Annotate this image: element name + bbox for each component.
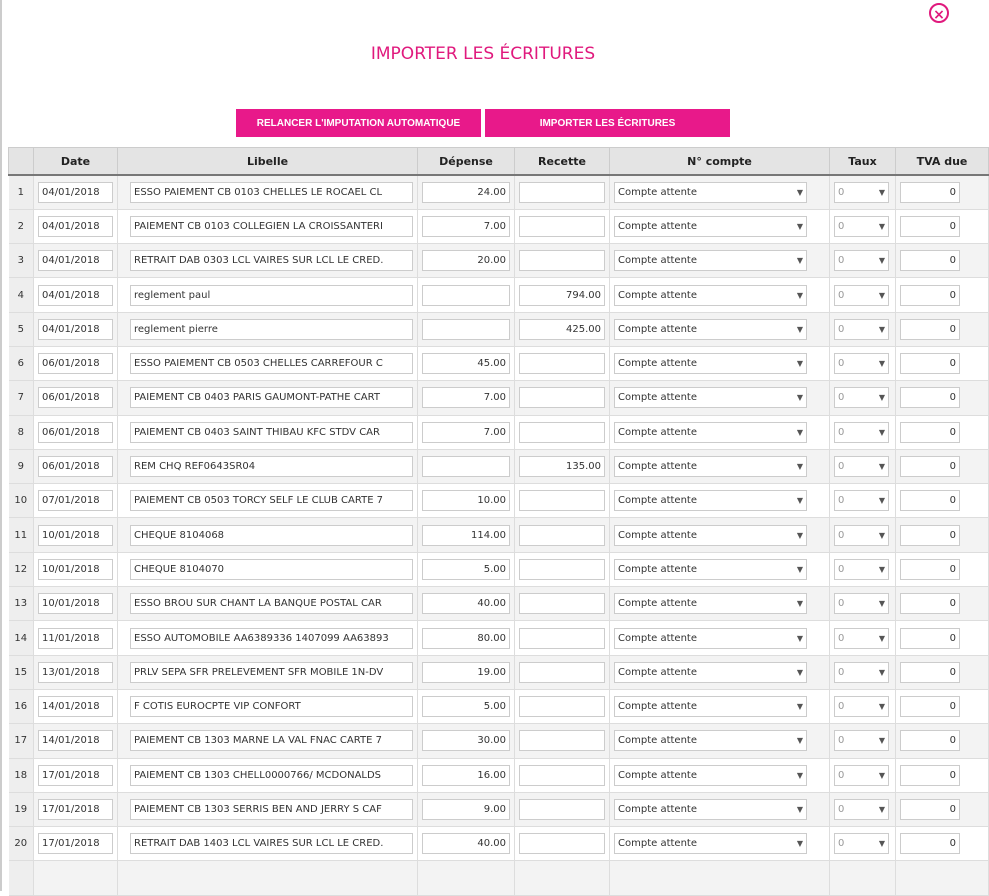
date-input[interactable]: 17/01/2018 xyxy=(38,833,113,854)
taux-select[interactable] xyxy=(834,285,889,306)
depense-input[interactable]: 10.00 xyxy=(422,490,510,511)
header-col-recette: Recette xyxy=(515,148,610,176)
recette-input[interactable]: 425.00 xyxy=(519,319,605,340)
cell xyxy=(830,861,896,895)
taux-value: 0 xyxy=(838,495,845,507)
chevron-down-icon: ▼ xyxy=(878,770,885,780)
date-input[interactable]: 13/01/2018 xyxy=(38,662,113,683)
chevron-down-icon: ▼ xyxy=(878,736,885,746)
taux-select[interactable] xyxy=(834,833,889,854)
compte-select[interactable] xyxy=(614,456,807,477)
depense-input[interactable]: 40.00 xyxy=(422,593,510,614)
row-number: 8 xyxy=(9,415,34,449)
taux-select[interactable] xyxy=(834,525,889,546)
taux-select[interactable] xyxy=(834,628,889,649)
table-row xyxy=(9,449,989,483)
compte-value: Compte attente xyxy=(618,495,697,507)
libelle-input[interactable]: PAIEMENT CB 0403 SAINT THIBAU KFC STDV CAR xyxy=(130,422,413,443)
dialog-border xyxy=(0,0,2,891)
header-col-index xyxy=(9,148,34,176)
libelle-input[interactable]: PAIEMENT CB 1303 CHELL0000766/ MCDONALDS xyxy=(130,765,413,786)
row-number: 18 xyxy=(9,758,34,792)
cell xyxy=(896,861,989,895)
chevron-down-icon: ▼ xyxy=(878,496,885,506)
compte-select[interactable] xyxy=(614,833,807,854)
table-row xyxy=(9,758,989,792)
entries-table xyxy=(8,147,989,896)
depense-input[interactable]: 114.00 xyxy=(422,525,510,546)
chevron-down-icon: ▼ xyxy=(878,187,885,197)
compte-value: Compte attente xyxy=(618,735,697,747)
taux-select[interactable] xyxy=(834,593,889,614)
taux-value: 0 xyxy=(838,598,845,610)
compte-value: Compte attente xyxy=(618,701,697,713)
compte-select[interactable] xyxy=(614,799,807,820)
chevron-down-icon: ▼ xyxy=(878,530,885,540)
chevron-down-icon: ▼ xyxy=(796,359,803,369)
compte-select[interactable] xyxy=(614,353,807,374)
dialog-title: IMPORTER LES ÉCRITURES xyxy=(370,44,596,64)
recette-input[interactable]: 794.00 xyxy=(519,285,605,306)
compte-value: Compte attente xyxy=(618,769,697,781)
tva-due-input[interactable]: 0 xyxy=(900,525,960,546)
chevron-down-icon: ▼ xyxy=(796,770,803,780)
chevron-down-icon: ▼ xyxy=(878,290,885,300)
date-input[interactable]: 17/01/2018 xyxy=(38,799,113,820)
table-row xyxy=(9,175,989,209)
table-row xyxy=(9,792,989,826)
taux-select[interactable] xyxy=(834,387,889,408)
compte-value: Compte attente xyxy=(618,186,697,198)
compte-value: Compte attente xyxy=(618,598,697,610)
table-row xyxy=(9,244,989,278)
taux-select[interactable] xyxy=(834,559,889,580)
chevron-down-icon: ▼ xyxy=(796,702,803,712)
depense-input[interactable]: 9.00 xyxy=(422,799,510,820)
depense-input[interactable]: 16.00 xyxy=(422,765,510,786)
taux-select[interactable] xyxy=(834,662,889,683)
table-row xyxy=(9,689,989,723)
chevron-down-icon: ▼ xyxy=(796,393,803,403)
tva-due-input[interactable]: 0 xyxy=(900,559,960,580)
chevron-down-icon: ▼ xyxy=(878,599,885,609)
cell xyxy=(418,861,515,895)
taux-select[interactable] xyxy=(834,799,889,820)
recette-input[interactable] xyxy=(519,387,605,408)
libelle-input[interactable]: CHEQUE 8104070 xyxy=(130,559,413,580)
recette-input[interactable] xyxy=(519,559,605,580)
depense-input[interactable]: 5.00 xyxy=(422,559,510,580)
compte-select[interactable] xyxy=(614,593,807,614)
taux-value: 0 xyxy=(838,666,845,678)
date-input[interactable]: 04/01/2018 xyxy=(38,285,113,306)
chevron-down-icon: ▼ xyxy=(796,839,803,849)
compte-value: Compte attente xyxy=(618,803,697,815)
recette-input[interactable] xyxy=(519,765,605,786)
depense-input[interactable]: 19.00 xyxy=(422,662,510,683)
table-row xyxy=(9,552,989,586)
close-icon[interactable]: × xyxy=(929,3,949,23)
date-input[interactable]: 06/01/2018 xyxy=(38,387,113,408)
taux-value: 0 xyxy=(838,632,845,644)
table-row xyxy=(9,278,989,312)
chevron-down-icon: ▼ xyxy=(796,324,803,334)
recette-input[interactable] xyxy=(519,422,605,443)
depense-input[interactable]: 7.00 xyxy=(422,422,510,443)
recette-input[interactable]: 135.00 xyxy=(519,456,605,477)
importer-ecritures-button[interactable]: IMPORTER LES ÉCRITURES xyxy=(485,109,730,137)
taux-value: 0 xyxy=(838,769,845,781)
depense-input[interactable]: 30.00 xyxy=(422,730,510,751)
tva-due-input[interactable]: 0 xyxy=(900,696,960,717)
table-row xyxy=(9,827,989,861)
tva-due-input[interactable]: 0 xyxy=(900,662,960,683)
recette-input[interactable] xyxy=(519,525,605,546)
compte-select[interactable] xyxy=(614,525,807,546)
depense-input[interactable] xyxy=(422,285,510,306)
taux-select[interactable] xyxy=(834,456,889,477)
taux-select[interactable] xyxy=(834,490,889,511)
libelle-input[interactable]: PAIEMENT CB 1303 MARNE LA VAL FNAC CARTE 7 xyxy=(130,730,413,751)
recette-input[interactable] xyxy=(519,182,605,203)
row-number: 7 xyxy=(9,381,34,415)
header-col-date: Date xyxy=(34,148,118,176)
taux-value: 0 xyxy=(838,392,845,404)
cell xyxy=(515,861,610,895)
compte-select[interactable] xyxy=(614,490,807,511)
recette-input[interactable] xyxy=(519,662,605,683)
libelle-input[interactable]: RETRAIT DAB 0303 LCL VAIRES SUR LCL LE CRED. xyxy=(130,250,413,271)
row-number: 10 xyxy=(9,484,34,518)
compte-select[interactable] xyxy=(614,559,807,580)
depense-input[interactable] xyxy=(422,319,510,340)
compte-value: Compte attente xyxy=(618,529,697,541)
depense-input[interactable]: 45.00 xyxy=(422,353,510,374)
row-number: 12 xyxy=(9,552,34,586)
compte-value: Compte attente xyxy=(618,358,697,370)
chevron-down-icon: ▼ xyxy=(796,427,803,437)
table-row xyxy=(9,209,989,243)
date-input[interactable]: 04/01/2018 xyxy=(38,250,113,271)
libelle-input[interactable]: PAIEMENT CB 1303 SERRIS BEN AND JERRY S CAF xyxy=(130,799,413,820)
libelle-input[interactable]: reglement paul xyxy=(130,285,413,306)
cell xyxy=(118,861,418,895)
tva-due-input[interactable]: 0 xyxy=(900,319,960,340)
libelle-input[interactable]: RETRAIT DAB 1403 LCL VAIRES SUR LCL LE CRED. xyxy=(130,833,413,854)
row-number: 9 xyxy=(9,449,34,483)
recette-input[interactable] xyxy=(519,833,605,854)
taux-value: 0 xyxy=(838,426,845,438)
row-number: 3 xyxy=(9,244,34,278)
libelle-input[interactable]: ESSO PAIEMENT CB 0103 CHELLES LE ROCAEL CL xyxy=(130,182,413,203)
row-number: 15 xyxy=(9,655,34,689)
date-input[interactable]: 04/01/2018 xyxy=(38,216,113,237)
chevron-down-icon: ▼ xyxy=(878,633,885,643)
chevron-down-icon: ▼ xyxy=(878,427,885,437)
tva-due-input[interactable]: 0 xyxy=(900,456,960,477)
taux-value: 0 xyxy=(838,220,845,232)
date-input[interactable]: 04/01/2018 xyxy=(38,182,113,203)
tva-due-input[interactable]: 0 xyxy=(900,628,960,649)
compte-value: Compte attente xyxy=(618,838,697,850)
compte-value: Compte attente xyxy=(618,289,697,301)
tva-due-input[interactable]: 0 xyxy=(900,216,960,237)
compte-select[interactable] xyxy=(614,250,807,271)
compte-value: Compte attente xyxy=(618,255,697,267)
taux-value: 0 xyxy=(838,803,845,815)
libelle-input[interactable]: ESSO BROU SUR CHANT LA BANQUE POSTAL CAR xyxy=(130,593,413,614)
compte-select[interactable] xyxy=(614,182,807,203)
recette-input[interactable] xyxy=(519,593,605,614)
compte-select[interactable] xyxy=(614,387,807,408)
chevron-down-icon: ▼ xyxy=(878,221,885,231)
taux-value: 0 xyxy=(838,838,845,850)
row-number xyxy=(9,861,34,895)
tva-due-input[interactable]: 0 xyxy=(900,353,960,374)
row-number: 1 xyxy=(9,175,34,209)
taux-value: 0 xyxy=(838,358,845,370)
table-row xyxy=(9,587,989,621)
cell xyxy=(34,861,118,895)
row-number: 5 xyxy=(9,312,34,346)
chevron-down-icon: ▼ xyxy=(878,393,885,403)
chevron-down-icon: ▼ xyxy=(796,221,803,231)
depense-input[interactable]: 7.00 xyxy=(422,387,510,408)
recette-input[interactable] xyxy=(519,799,605,820)
taux-select[interactable] xyxy=(834,730,889,751)
chevron-down-icon: ▼ xyxy=(796,187,803,197)
libelle-input[interactable]: PAIEMENT CB 0503 TORCY SELF LE CLUB CARTE 7 xyxy=(130,490,413,511)
taux-select[interactable] xyxy=(834,422,889,443)
taux-select[interactable] xyxy=(834,319,889,340)
compte-value: Compte attente xyxy=(618,666,697,678)
relancer-imputation-button[interactable]: RELANCER L'IMPUTATION AUTOMATIQUE xyxy=(236,109,481,137)
libelle-input[interactable]: F COTIS EUROCPTE VIP CONFORT xyxy=(130,696,413,717)
libelle-input[interactable]: CHEQUE 8104068 xyxy=(130,525,413,546)
table-row xyxy=(9,518,989,552)
table-row xyxy=(9,484,989,518)
header-col-compte: N° compte xyxy=(610,148,830,176)
chevron-down-icon: ▼ xyxy=(878,839,885,849)
tva-due-input[interactable]: 0 xyxy=(900,765,960,786)
taux-value: 0 xyxy=(838,186,845,198)
chevron-down-icon: ▼ xyxy=(796,804,803,814)
libelle-input[interactable]: ESSO PAIEMENT CB 0503 CHELLES CARREFOUR C xyxy=(130,353,413,374)
compte-value: Compte attente xyxy=(618,323,697,335)
tva-due-input[interactable]: 0 xyxy=(900,387,960,408)
row-number: 19 xyxy=(9,792,34,826)
date-input[interactable]: 06/01/2018 xyxy=(38,353,113,374)
chevron-down-icon: ▼ xyxy=(796,290,803,300)
table-row xyxy=(9,621,989,655)
libelle-input[interactable]: PRLV SEPA SFR PRELEVEMENT SFR MOBILE 1N-DV xyxy=(130,662,413,683)
date-input[interactable]: 06/01/2018 xyxy=(38,422,113,443)
header-col-libelle: Libelle xyxy=(118,148,418,176)
compte-value: Compte attente xyxy=(618,220,697,232)
table-row xyxy=(9,346,989,380)
chevron-down-icon: ▼ xyxy=(878,324,885,334)
row-number: 14 xyxy=(9,621,34,655)
compte-select[interactable] xyxy=(614,319,807,340)
row-number: 17 xyxy=(9,724,34,758)
taux-select[interactable] xyxy=(834,216,889,237)
chevron-down-icon: ▼ xyxy=(878,804,885,814)
tva-due-input[interactable]: 0 xyxy=(900,285,960,306)
depense-input[interactable]: 20.00 xyxy=(422,250,510,271)
header-col-tva: TVA due xyxy=(896,148,989,176)
chevron-down-icon: ▼ xyxy=(796,462,803,472)
depense-input[interactable]: 80.00 xyxy=(422,628,510,649)
row-number: 16 xyxy=(9,689,34,723)
taux-select[interactable] xyxy=(834,182,889,203)
taux-select[interactable] xyxy=(834,353,889,374)
taux-value: 0 xyxy=(838,323,845,335)
libelle-input[interactable]: ESSO AUTOMOBILE AA6389336 1407099 AA63893 xyxy=(130,628,413,649)
recette-input[interactable] xyxy=(519,250,605,271)
depense-input[interactable]: 7.00 xyxy=(422,216,510,237)
chevron-down-icon: ▼ xyxy=(796,530,803,540)
depense-input[interactable]: 24.00 xyxy=(422,182,510,203)
header-col-depense: Dépense xyxy=(418,148,515,176)
tva-due-input[interactable]: 0 xyxy=(900,730,960,751)
date-input[interactable]: 14/01/2018 xyxy=(38,696,113,717)
recette-input[interactable] xyxy=(519,353,605,374)
tva-due-input[interactable]: 0 xyxy=(900,799,960,820)
recette-input[interactable] xyxy=(519,730,605,751)
taux-value: 0 xyxy=(838,289,845,301)
tva-due-input[interactable]: 0 xyxy=(900,593,960,614)
date-input[interactable]: 14/01/2018 xyxy=(38,730,113,751)
taux-select[interactable] xyxy=(834,250,889,271)
libelle-input[interactable]: REM CHQ REF0643SR04 xyxy=(130,456,413,477)
chevron-down-icon: ▼ xyxy=(796,256,803,266)
recette-input[interactable] xyxy=(519,696,605,717)
depense-input[interactable]: 40.00 xyxy=(422,833,510,854)
table-row xyxy=(9,415,989,449)
row-number: 6 xyxy=(9,346,34,380)
chevron-down-icon: ▼ xyxy=(796,667,803,677)
chevron-down-icon: ▼ xyxy=(878,702,885,712)
compte-select[interactable] xyxy=(614,628,807,649)
date-input[interactable]: 10/01/2018 xyxy=(38,559,113,580)
chevron-down-icon: ▼ xyxy=(796,599,803,609)
chevron-down-icon: ▼ xyxy=(878,256,885,266)
date-input[interactable]: 07/01/2018 xyxy=(38,490,113,511)
compte-select[interactable] xyxy=(614,730,807,751)
compte-select[interactable] xyxy=(614,422,807,443)
chevron-down-icon: ▼ xyxy=(878,462,885,472)
recette-input[interactable] xyxy=(519,490,605,511)
taux-value: 0 xyxy=(838,701,845,713)
taux-value: 0 xyxy=(838,255,845,267)
chevron-down-icon: ▼ xyxy=(878,667,885,677)
compte-select[interactable] xyxy=(614,662,807,683)
row-number: 13 xyxy=(9,587,34,621)
table-row-partial xyxy=(9,861,989,895)
date-input[interactable]: 17/01/2018 xyxy=(38,765,113,786)
date-input[interactable]: 10/01/2018 xyxy=(38,525,113,546)
tva-due-input[interactable]: 0 xyxy=(900,422,960,443)
header-col-taux: Taux xyxy=(830,148,896,176)
taux-value: 0 xyxy=(838,563,845,575)
tva-due-input[interactable]: 0 xyxy=(900,182,960,203)
taux-value: 0 xyxy=(838,461,845,473)
table-row xyxy=(9,724,989,758)
row-number: 20 xyxy=(9,827,34,861)
compte-value: Compte attente xyxy=(618,392,697,404)
compte-value: Compte attente xyxy=(618,632,697,644)
cell xyxy=(610,861,830,895)
recette-input[interactable] xyxy=(519,628,605,649)
row-number: 2 xyxy=(9,209,34,243)
compte-select[interactable] xyxy=(614,696,807,717)
row-number: 4 xyxy=(9,278,34,312)
compte-select[interactable] xyxy=(614,285,807,306)
table-row xyxy=(9,655,989,689)
taux-value: 0 xyxy=(838,529,845,541)
chevron-down-icon: ▼ xyxy=(796,496,803,506)
depense-input[interactable] xyxy=(422,456,510,477)
tva-due-input[interactable]: 0 xyxy=(900,833,960,854)
date-input[interactable]: 11/01/2018 xyxy=(38,628,113,649)
date-input[interactable]: 04/01/2018 xyxy=(38,319,113,340)
date-input[interactable]: 10/01/2018 xyxy=(38,593,113,614)
row-number: 11 xyxy=(9,518,34,552)
taux-select[interactable] xyxy=(834,765,889,786)
table-row xyxy=(9,381,989,415)
tva-due-input[interactable]: 0 xyxy=(900,250,960,271)
compte-select[interactable] xyxy=(614,765,807,786)
table-row xyxy=(9,312,989,346)
recette-input[interactable] xyxy=(519,216,605,237)
taux-select[interactable] xyxy=(834,696,889,717)
depense-input[interactable]: 5.00 xyxy=(422,696,510,717)
tva-due-input[interactable]: 0 xyxy=(900,490,960,511)
chevron-down-icon: ▼ xyxy=(878,359,885,369)
libelle-input[interactable]: PAIEMENT CB 0403 PARIS GAUMONT-PATHE CART xyxy=(130,387,413,408)
libelle-input[interactable]: reglement pierre xyxy=(130,319,413,340)
compte-value: Compte attente xyxy=(618,426,697,438)
compte-value: Compte attente xyxy=(618,461,697,473)
taux-value: 0 xyxy=(838,735,845,747)
date-input[interactable]: 06/01/2018 xyxy=(38,456,113,477)
chevron-down-icon: ▼ xyxy=(796,633,803,643)
compte-value: Compte attente xyxy=(618,563,697,575)
chevron-down-icon: ▼ xyxy=(878,564,885,574)
chevron-down-icon: ▼ xyxy=(796,564,803,574)
libelle-input[interactable]: PAIEMENT CB 0103 COLLEGIEN LA CROISSANTERI xyxy=(130,216,413,237)
compte-select[interactable] xyxy=(614,216,807,237)
chevron-down-icon: ▼ xyxy=(796,736,803,746)
